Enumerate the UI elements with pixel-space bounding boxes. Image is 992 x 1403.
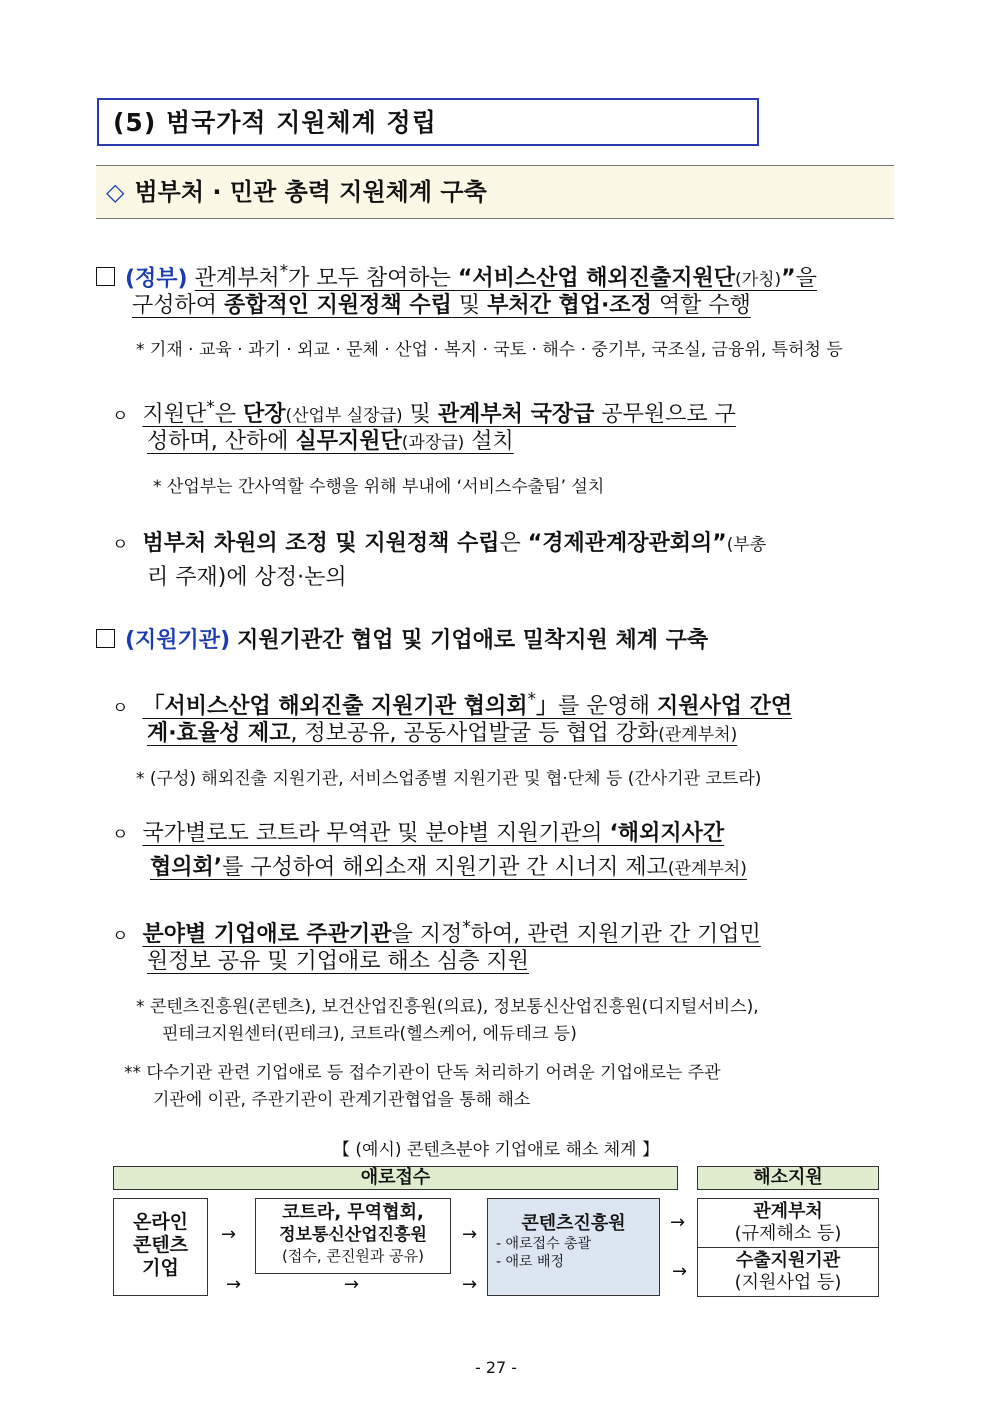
arrow-right-icon: → [462, 1224, 478, 1245]
agency-item-3-note-2a: ** 다수기관 관련 기업애로 등 접수기관이 단독 처리하기 어려운 기업애로는 주관 [124, 1063, 721, 1083]
text: 단장 [242, 402, 286, 428]
text: 협의회’ [150, 855, 223, 880]
circle-bullet-icon: ㅇ [112, 698, 129, 719]
gov-item-2-line-1 [112, 528, 766, 561]
circle-bullet-icon: ㅇ [112, 535, 129, 555]
agency-item-3-line-2 [147, 946, 529, 978]
agency-item-3-note-1b: 핀테크지원센터(핀테크), 코트라(헬스케어, 에듀테크 등) [162, 1024, 577, 1044]
text: “경제관계장관회의” [527, 531, 727, 556]
agency-label: (지원기관) [125, 628, 231, 653]
footnote-mark: * [462, 918, 471, 938]
agency-title: 지원기관간 협업 및 기업애로 밀착지원 체계 구축 [237, 628, 709, 653]
text: (규제해소 등) [734, 1223, 842, 1244]
text: (부총 [726, 535, 767, 555]
diagram-header-intake: 애로접수 [113, 1166, 678, 1190]
text: 콘텐츠진흥원 [521, 1213, 626, 1234]
text: (과장급) [401, 433, 465, 453]
agency-item-3-note-1a: * 콘텐츠진흥원(콘텐츠), 보건산업진흥원(의료), 정보통신산업진흥원(디지털서비스), [136, 997, 759, 1017]
agency-item-2-line-2 [150, 852, 747, 885]
text: 원정보 공유 및 기업애로 해소 심층 지원 [147, 949, 529, 974]
text: , 정보공유, 공동사업발굴 등 협업 강화 [290, 721, 659, 746]
text: 성하며, 산하에 [147, 429, 296, 454]
text: 종합적인 지원정책 수립 [224, 293, 452, 318]
footnote-mark: * [527, 690, 536, 710]
circle-bullet-icon: ㅇ [112, 825, 129, 845]
ministries-box [697, 1198, 879, 1248]
arrow-right-icon: → [221, 1224, 237, 1245]
text: 온라인 [132, 1211, 189, 1233]
footnote-mark: * [279, 262, 289, 282]
agency-item-1-line-2 [147, 718, 737, 751]
text: 관계부처 국장급 [437, 402, 595, 428]
kocca-box [487, 1198, 660, 1296]
text: (가칭) [735, 270, 782, 291]
agency-item-1-note: * (구성) 해외진출 지원기관, 서비스업종별 지원기관 및 협·단체 등 (간사기관 코트라) [136, 769, 762, 789]
text: 「서비스산업 해외진출 지원기관 협의회 [142, 694, 528, 720]
text: 을 [795, 266, 817, 292]
agency-heading [96, 625, 708, 657]
gov-item-2-line-2: 리 주재)에 상정·논의 [147, 565, 347, 590]
text: 계·효율성 제고 [147, 721, 291, 746]
text: - 애로 배정 [496, 1254, 565, 1270]
text: (접수, 콘진원과 공유) [282, 1247, 424, 1265]
text: (산업부 실장급) [285, 406, 403, 427]
text: 은 [214, 402, 243, 428]
text: 관계부처 [753, 1201, 823, 1222]
text: 관계부처 [194, 266, 280, 292]
arrow-right-icon: → [226, 1274, 242, 1295]
gov-item-1-line-2 [147, 426, 514, 459]
text: 지원사업 간연 [656, 694, 793, 720]
checkbox-square-icon [96, 629, 115, 648]
text: 분야별 기업애로 주관기관 [142, 922, 392, 948]
subheading-text: 범부처 · 민관 총력 지원체계 구축 [134, 178, 487, 206]
text: 역할 수행 [651, 293, 751, 318]
footnote-mark: * [206, 398, 215, 418]
diamond-icon: ◇ [106, 178, 125, 206]
text: 코트라, 무역협회, [282, 1202, 424, 1223]
subheading [96, 165, 894, 219]
text: 범부처 차원의 조정 및 지원정책 수립 [142, 531, 500, 556]
online-content-company-box [113, 1198, 208, 1296]
circle-bullet-icon: ㅇ [112, 406, 129, 427]
text: 를 운영해 [557, 694, 657, 720]
gov-line-2 [132, 290, 751, 322]
circle-bullet-icon: ㅇ [112, 926, 129, 947]
text: 구성하여 [132, 293, 225, 318]
text: 」 [535, 694, 558, 720]
gov-label: (정부) [125, 266, 188, 292]
text: 지원단 [142, 402, 207, 428]
text: 정보통신산업진흥원 [279, 1225, 427, 1245]
arrow-right-icon: → [344, 1274, 360, 1295]
intake-agencies-box [255, 1198, 451, 1274]
gov-note: * 기재 · 교육 · 과기 · 외교 · 문체 · 산업 · 복지 · 국토 · 해수 · 중기부, 국조실, 금융위, 특허청 등 [136, 340, 843, 360]
agency-item-2-line-1 [112, 818, 724, 851]
text: 하여, 관련 지원기관 간 기업민 [470, 922, 761, 948]
text: 가 모두 참여하는 [288, 266, 458, 292]
text: 설치 [464, 429, 514, 454]
text: (지원사업 등) [734, 1272, 842, 1293]
text: 수출지원기관 [735, 1250, 841, 1271]
text: 실무지원단 [295, 429, 402, 454]
arrow-right-icon: → [670, 1212, 686, 1233]
text: 을 지정 [391, 922, 463, 948]
text: 및 [402, 402, 438, 428]
text: (관계부처) [658, 725, 738, 745]
text: 은 [499, 531, 528, 556]
export-support-box [697, 1247, 879, 1297]
text: 국가별로도 코트라 무역관 및 분야별 지원기관의 [142, 821, 610, 846]
text: 기업 [142, 1257, 179, 1279]
diagram-header-resolution: 해소지원 [697, 1166, 879, 1190]
text: ‘해외지사간 [609, 821, 725, 846]
text: 공무원으로 구 [594, 402, 736, 428]
agency-item-3-note-2b: 기관에 이관, 주관기관이 관계기관협업을 통해 해소 [153, 1090, 531, 1110]
page-number: - 27 - [474, 1358, 518, 1377]
section-title: (5) 범국가적 지원체계 정립 [97, 98, 759, 146]
text: (관계부처) [667, 859, 747, 879]
gov-item-1-note: * 산업부는 간사역할 수행을 위해 부내에 ‘서비스수출팀’ 설치 [153, 477, 605, 497]
text: 콘텐츠 [132, 1234, 189, 1256]
arrow-right-icon: → [462, 1274, 478, 1295]
checkbox-square-icon [96, 267, 115, 286]
text: ” [781, 266, 796, 292]
text: “서비스산업 해외진출지원단 [457, 266, 736, 292]
diagram-caption: 【 (예시) 콘텐츠분야 기업애로 해소 체계 】 [332, 1140, 660, 1160]
text: - 애로접수 총괄 [496, 1236, 592, 1252]
text: 및 [451, 293, 488, 318]
arrow-right-icon: → [672, 1261, 688, 1282]
text: 부처간 협업·조정 [487, 293, 652, 318]
text: 를 구성하여 해외소재 지원기관 간 시너지 제고 [222, 855, 668, 880]
